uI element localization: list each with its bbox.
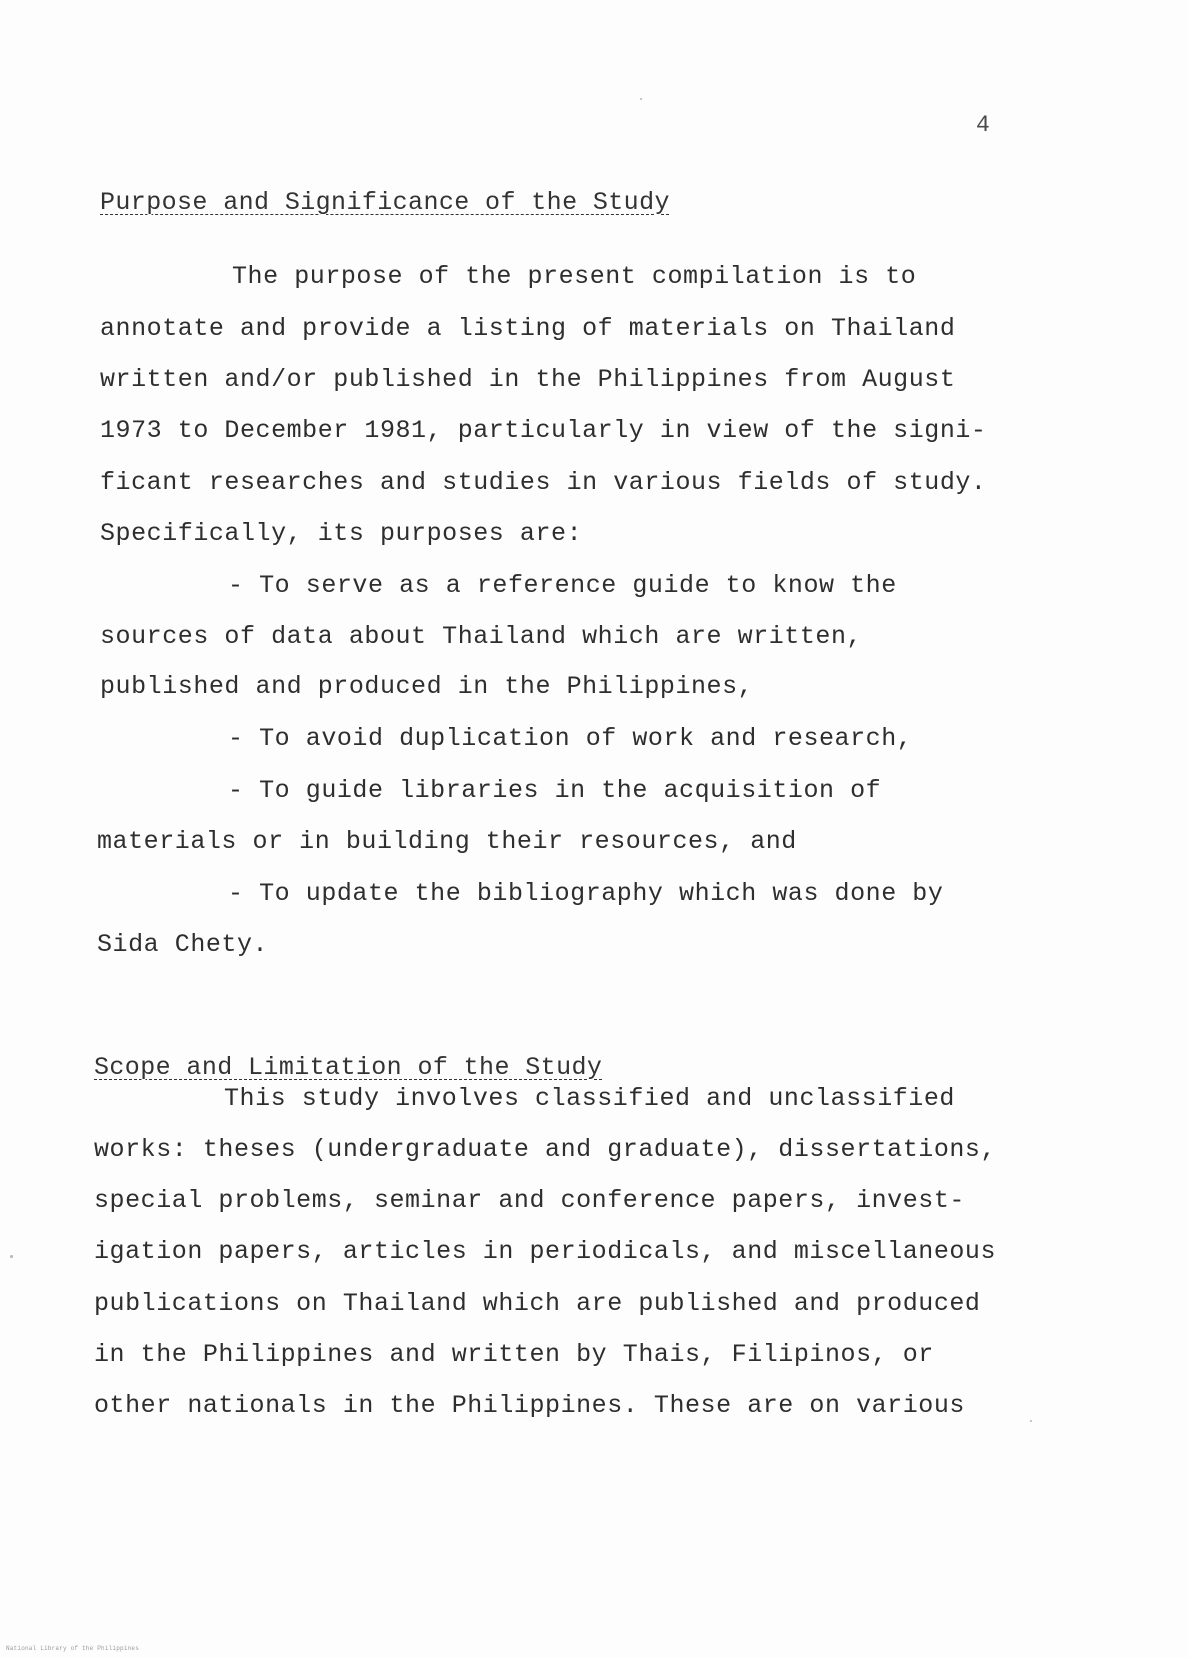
paragraph-line: The purpose of the present compilation is to [232,262,917,291]
paragraph-line: materials or in building their resources, and [97,827,797,856]
scan-speck [640,98,642,100]
scan-speck [1030,1420,1032,1422]
paragraph-line: written and/or published in the Philippines from August [100,365,956,394]
paragraph-line: works: theses (undergraduate and graduate), dissertations, [94,1135,997,1164]
paragraph-line: Sida Chety. [97,930,269,959]
paragraph-line: This study involves classified and unclassified [224,1084,955,1113]
paragraph-line: Specifically, its purposes are: [100,519,583,548]
section-heading-scope: Scope and Limitation of the Study [94,1053,603,1082]
scan-footer-mark: National Library of the Philippines [6,1645,140,1652]
bullet-line: - To guide libraries in the acquisition of [228,776,882,805]
paragraph-line: published and produced in the Philippines, [100,672,754,701]
paragraph-line: publications on Thailand which are published and produced [94,1289,981,1318]
section-heading-purpose: Purpose and Significance of the Study [100,188,670,217]
paragraph-line: igation papers, articles in periodicals, and miscellaneous [94,1237,997,1266]
paragraph-line: special problems, seminar and conference papers, invest- [94,1186,965,1215]
paragraph-line: ficant researches and studies in various fields of study. [100,468,987,497]
page-number: 4 [976,112,990,138]
paragraph-line: 1973 to December 1981, particularly in view of the signi- [100,416,987,445]
paragraph-line: other nationals in the Philippines. These are on various [94,1391,965,1420]
scan-speck [10,1255,13,1258]
paragraph-line: in the Philippines and written by Thais, Filipinos, or [94,1340,934,1369]
bullet-line: - To update the bibliography which was done by [228,879,944,908]
paragraph-line: sources of data about Thailand which are written, [100,622,863,651]
bullet-line: - To avoid duplication of work and research, [228,724,913,753]
bullet-line: - To serve as a reference guide to know the [228,571,897,600]
paragraph-line: annotate and provide a listing of materials on Thailand [100,314,956,343]
